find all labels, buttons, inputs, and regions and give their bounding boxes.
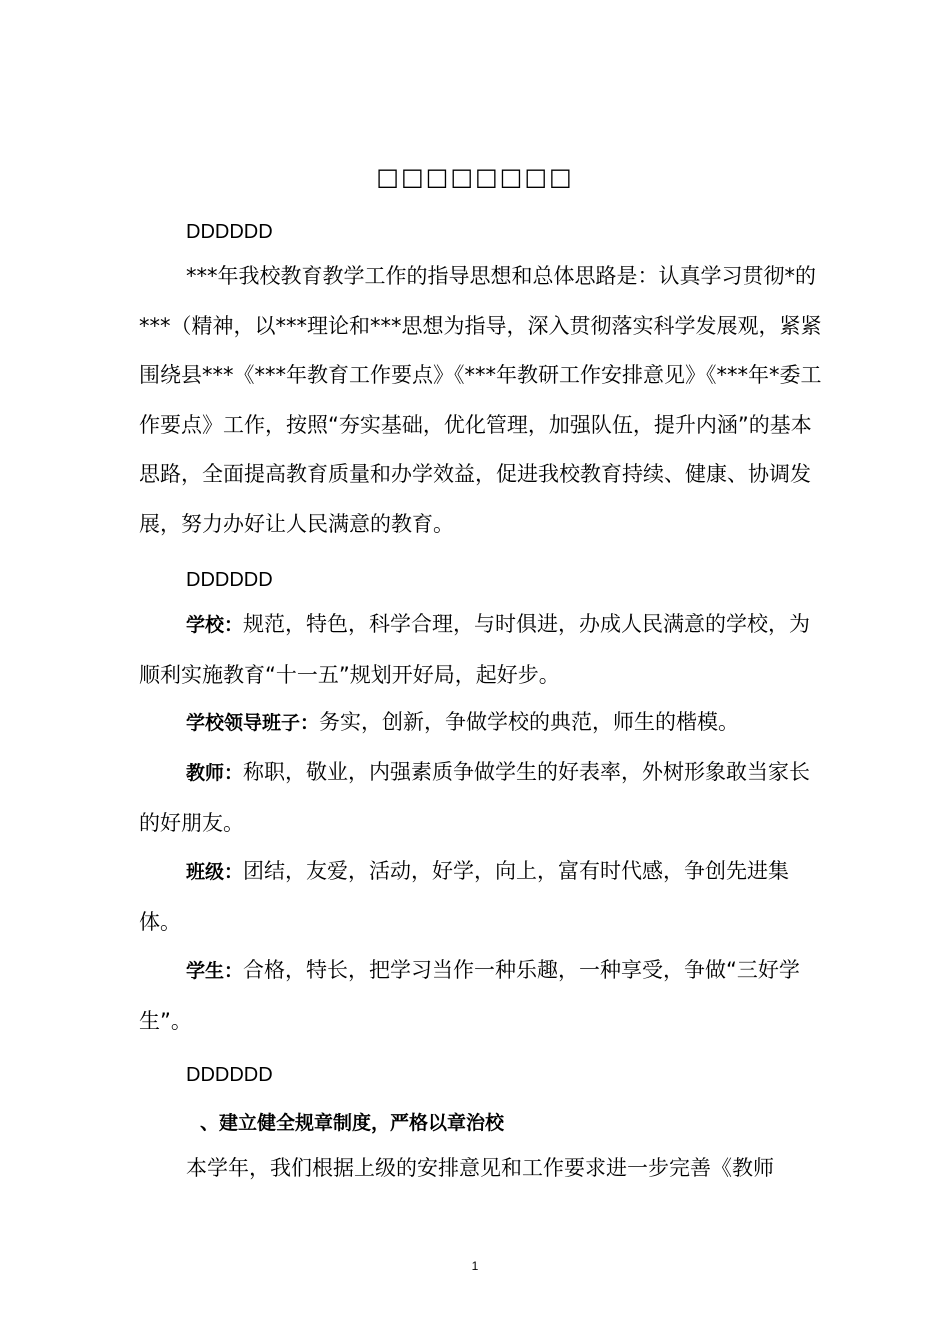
goal-teachers-text: 称职，敬业，内强素质争做学生的好表率，外树形象敢当家长的好朋友。: [139, 760, 811, 835]
goal-leadership: [139, 698, 824, 749]
page-number: 1: [471, 1259, 479, 1273]
goal-classes: [139, 847, 824, 947]
goal-teachers: [139, 748, 824, 848]
document-title: □□□□□□□□: [376, 163, 574, 191]
goal-school-lead: 学校：: [186, 614, 244, 636]
section-2-heading: DDDDDD: [186, 569, 273, 591]
section-3-paragraph: 本学年，我们根据上级的安排意见和工作要求进一步完善《教师: [186, 1156, 774, 1180]
goal-classes-text: 团结，友爱，活动，好学，向上，富有时代感，争创先进集体。: [139, 859, 790, 934]
section-3-heading: DDDDDD: [186, 1064, 273, 1086]
goal-leadership-text: 务实，创新，争做学校的典范，师生的楷模。: [319, 710, 740, 734]
goal-teachers-lead: 教师：: [186, 762, 244, 784]
section-1-heading: DDDDDD: [186, 221, 273, 243]
goal-students-text: 合格，特长，把学习当作一种乐趣，一种享受，争做“三好学生”。: [139, 958, 800, 1033]
goal-students-lead: 学生：: [186, 960, 244, 982]
section-1-paragraph: ***年我校教育教学工作的指导思想和总体思路是：认真学习贯彻*的***（精神，以***理论和***思想为指导，深入贯彻落实科学发展观，紧紧围绕县***《***年教育工作要点》《***年教研工作安排意见》《***年*委工作要点》工作，按照“夯实基础，优化管理，加强队伍，提升内涵”的基本思路，全面提高教育质量和办学效益，促进我校教育持续、健康、协调发展，努力办好让人民满意的教育。: [139, 264, 822, 536]
goal-school: [139, 600, 824, 700]
goal-school-text: 规范，特色，科学合理，与时俱进，办成人民满意的学校，为顺利实施教育“十一五”规划开好局，起好步。: [139, 612, 811, 687]
section-3-subheading: 、建立健全规章制度，严格以章治校: [200, 1112, 505, 1134]
goal-students: [139, 946, 824, 1046]
goal-classes-lead: 班级：: [186, 861, 244, 883]
goal-leadership-lead: 学校领导班子：: [186, 712, 320, 734]
